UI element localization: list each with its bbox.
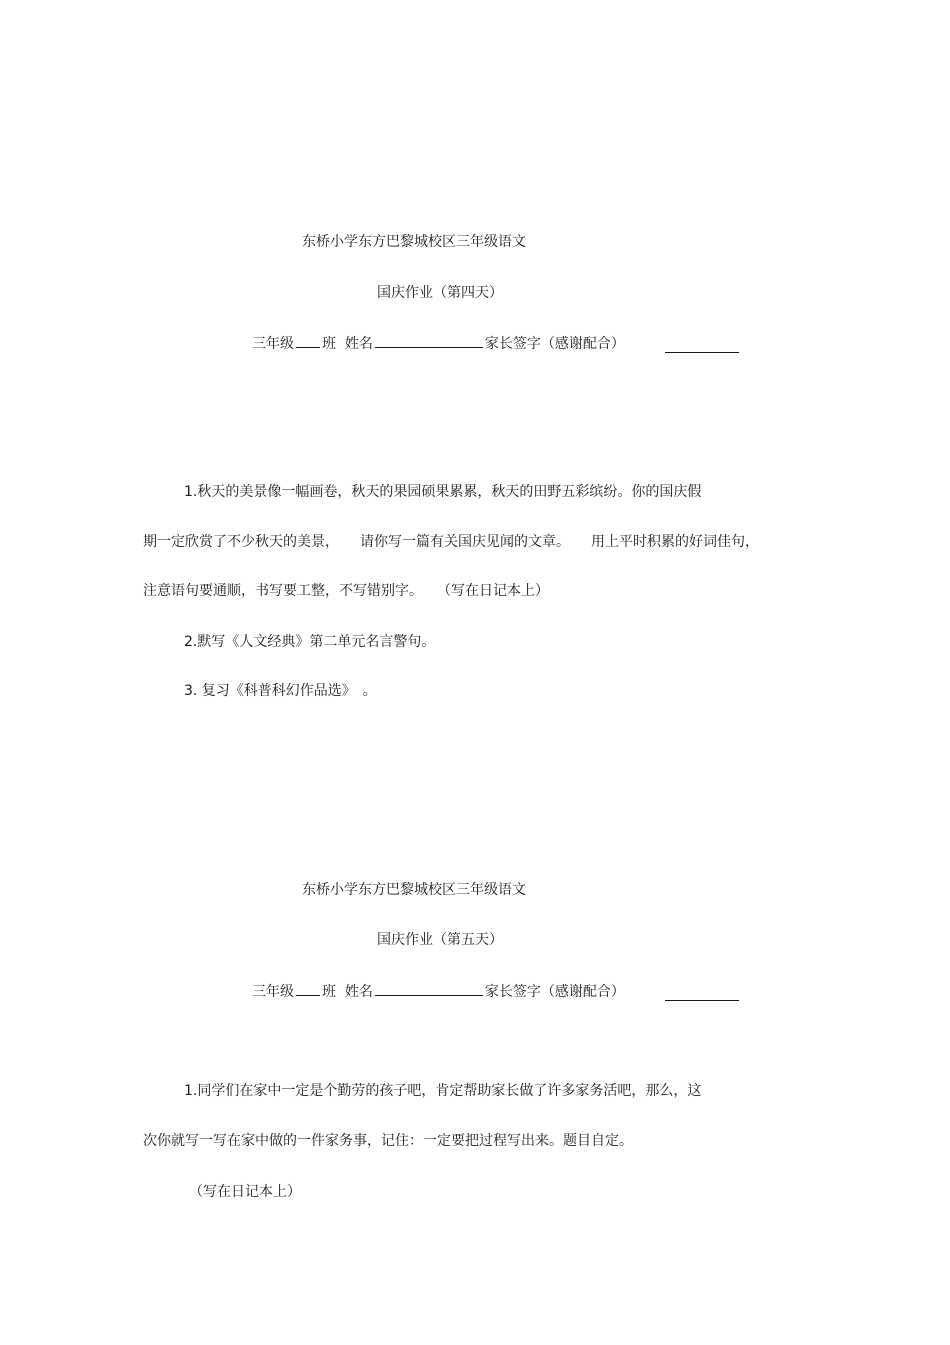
info-row — [252, 981, 625, 1001]
class-label: 班 — [322, 984, 336, 1000]
task-3: 3. 复习《科普科幻作品选》 。 — [184, 683, 377, 699]
assignment-title: 国庆作业（第五天） — [377, 932, 503, 948]
name-blank[interactable] — [375, 981, 483, 996]
grade-label: 三年级 — [252, 336, 294, 352]
task-1-line-3: （写在日记本上） — [189, 1184, 301, 1200]
parent-sign-blank[interactable] — [665, 999, 739, 1001]
task-1-line-1: 1.秋天的美景像一幅画卷，秋天的果园硕果累累，秋天的田野五彩缤纷。你的国庆假 — [184, 484, 702, 500]
task-2: 2.默写《人文经典》第二单元名言警句。 — [184, 634, 436, 650]
grade-label: 三年级 — [252, 984, 294, 1000]
name-blank[interactable] — [375, 333, 483, 348]
class-blank[interactable] — [296, 981, 320, 996]
task-1-line-2: 次你就写一写在家中做的一件家务事，记住：一定要把过程写出来。题目自定。 — [143, 1133, 633, 1149]
task-1-line-1: 1.同学们在家中一定是个勤劳的孩子吧，肯定帮助家长做了许多家务活吧，那么，这 — [184, 1083, 702, 1099]
task-1-line-2: 期一定欣赏了不少秋天的美景， 请你写一篇有关国庆见闻的文章。 用上平时积累的好词佳句， — [143, 534, 759, 550]
class-blank[interactable] — [296, 333, 320, 348]
name-label: 姓名 — [344, 984, 373, 1000]
school-title: 东桥小学东方巴黎城校区三年级语文 — [302, 234, 526, 250]
task-1-line-3: 注意语句要通顺，书写要工整，不写错别字。 （写在日记本上） — [143, 583, 549, 599]
class-label: 班 — [322, 336, 336, 352]
parent-sign-label: 家长签字（感谢配合） — [484, 984, 625, 1000]
assignment-title: 国庆作业（第四天） — [377, 285, 503, 301]
name-label: 姓名 — [344, 336, 373, 352]
info-row — [252, 333, 625, 353]
school-title: 东桥小学东方巴黎城校区三年级语文 — [302, 882, 526, 898]
parent-sign-blank[interactable] — [665, 351, 739, 353]
parent-sign-label: 家长签字（感谢配合） — [484, 336, 625, 352]
